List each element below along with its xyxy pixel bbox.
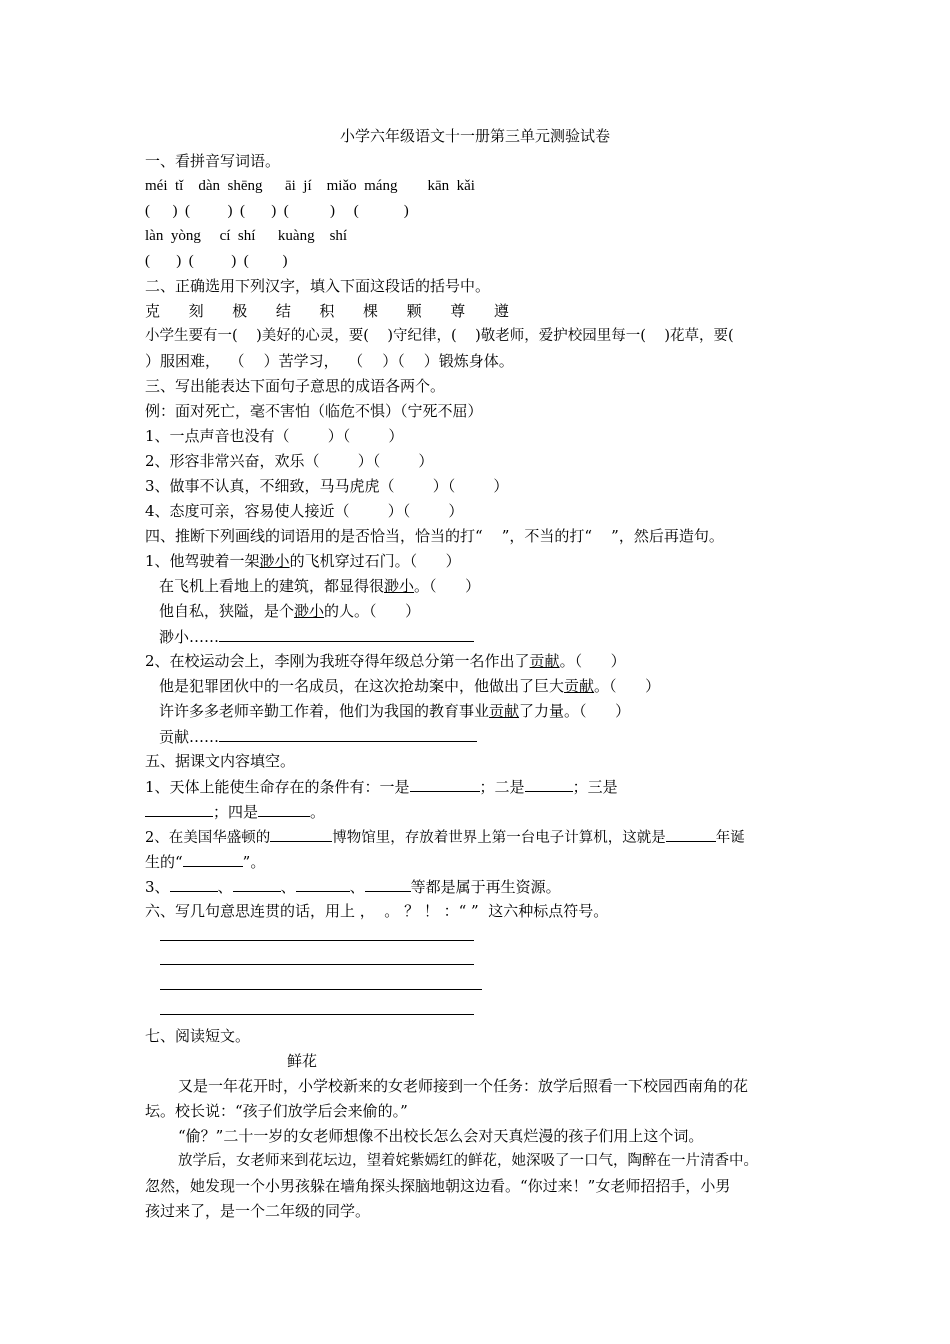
judge-sentence-2a: 2、在校运动会上，李刚为我班夺得年级总分第一名作出了贡献。（ ） [145, 652, 626, 670]
answer-line[interactable] [219, 726, 477, 742]
idiom-question-3: 3、做事不认真，不细致，马马虎虎（ ）（ ） [145, 477, 509, 495]
answer-blank[interactable] [525, 776, 573, 792]
section-4-heading: 四、推断下列画线的词语用的是否恰当，恰当的打“ ”，不当的打“ ”，然后再造句。 [145, 527, 724, 545]
judge-sentence-2b: 他是犯罪团伙中的一名成员，在这次抢劫案中，他做出了巨大贡献。（ ） [159, 677, 661, 695]
character-choices: 克 刻 极 结 积 棵 颗 尊 遵 [145, 302, 509, 320]
fill-paragraph-line-2: ）服困难， （ ）苦学习， （ ）（ ）锻炼身体。 [145, 352, 514, 370]
answer-blank[interactable] [233, 876, 281, 892]
answer-blank[interactable] [296, 876, 350, 892]
story-paragraph-3-line-2: 忽然，她发现一个小男孩躲在墙角探头探脑地朝这边看。“你过来！”女老师招招手，小男 [145, 1177, 731, 1195]
answer-blank[interactable] [270, 826, 332, 842]
story-paragraph-3-line-1: 放学后，女老师来到花坛边，望着姹紫嫣红的鲜花，她深吸了一口气，陶醉在一片清香中。 [178, 1153, 758, 1169]
answer-blank[interactable] [410, 776, 480, 792]
answer-blank[interactable] [258, 801, 310, 817]
section-5-heading: 五、据课文内容填空。 [145, 752, 296, 770]
answer-blank[interactable] [170, 876, 218, 892]
section-3-heading: 三、写出能表达下面句子意思的成语各两个。 [145, 377, 446, 395]
underlined-word: 贡献 [529, 652, 560, 670]
story-paragraph-3-line-3: 孩过来了，是一个二年级的同学。 [145, 1202, 371, 1220]
judge-sentence-1b: 在飞机上看地上的建筑，都显得很渺小。（ ） [159, 577, 481, 595]
fill-question-2-line-2: 生的“ ”。 [145, 853, 266, 871]
story-title: 鲜花 [287, 1052, 318, 1070]
page-title: 小学六年级语文十一册第三单元测验试卷 [339, 127, 610, 145]
section-1-heading: 一、看拼音写词语。 [145, 152, 281, 170]
idiom-question-4: 4、态度可亲，容易使人接近（ ）（ ） [145, 502, 464, 520]
answer-blank[interactable] [183, 851, 243, 867]
idiom-question-1: 1、一点声音也没有（ ）（ ） [145, 427, 404, 445]
fill-question-1-line-1: 1、天体上能使生命存在的条件有：一是 ；二是 ；三是 [145, 778, 618, 796]
underlined-word: 渺小 [294, 602, 325, 620]
answer-line[interactable] [219, 626, 474, 642]
pinyin-row-1: méi tǐ dàn shēng āi jí miǎo máng kān kǎi [145, 178, 475, 194]
underlined-word: 渺小 [384, 577, 415, 595]
fill-paragraph-line-1: 小学生要有一( )美好的心灵，要( )守纪律，( )敬老师，爱护校园里每一( )花草，要( [145, 328, 734, 344]
story-paragraph-1-line-1: 又是一年花开时，小学校新来的女老师接到一个任务：放学后照看一下校园西南角的花 [178, 1077, 749, 1095]
writing-line[interactable] [160, 964, 474, 965]
answer-brackets-row-2: ( ) ( ) ( ) [145, 253, 288, 269]
fill-question-3: 3、 、 、 、 等都是属于再生资源。 [145, 878, 561, 896]
section-7-heading: 七、阅读短文。 [145, 1027, 251, 1045]
answer-blank[interactable] [365, 876, 411, 892]
make-sentence-2: 贡献…… [159, 726, 477, 747]
underlined-word: 渺小 [259, 552, 290, 570]
make-sentence-1: 渺小…… [159, 626, 474, 647]
writing-line[interactable] [160, 940, 474, 941]
pinyin-row-2: làn yòng cí shí kuàng shí [145, 228, 348, 244]
section-6-heading: 六、写几句意思连贯的话，用上 ， 。 ？ ！ ：“ ” 这六种标点符号。 [145, 902, 609, 920]
idiom-example: 例：面对死亡，毫不害怕（临危不惧）（宁死不屈） [145, 402, 483, 420]
judge-sentence-1a: 1、他驾驶着一架渺小的飞机穿过石门。（ ） [145, 552, 461, 570]
story-paragraph-2: “偷？”二十一岁的女老师想像不出校长怎么会对天真烂漫的孩子们用上这个词。 [178, 1127, 704, 1145]
judge-sentence-1c: 他自私，狭隘，是个渺小的人。（ ） [159, 602, 421, 620]
writing-line[interactable] [160, 1014, 474, 1015]
idiom-question-2: 2、形容非常兴奋，欢乐（ ）（ ） [145, 452, 434, 470]
answer-blank[interactable] [666, 826, 716, 842]
judge-sentence-2c: 许许多多老师辛勤工作着，他们为我国的教育事业贡献了力量。（ ） [159, 702, 631, 720]
story-paragraph-1-line-2: 坛。校长说：“孩子们放学后会来偷的。” [145, 1102, 408, 1120]
fill-question-1-line-2: ；四是 。 [145, 801, 325, 822]
underlined-word: 贡献 [564, 677, 595, 695]
writing-line[interactable] [160, 989, 482, 990]
fill-question-2-line-1: 2、在美国华盛顿的 博物馆里，存放着世界上第一台电子计算机，这就是 年诞 [145, 826, 745, 848]
underlined-word: 贡献 [489, 702, 520, 720]
section-2-heading: 二、正确选用下列汉字，填入下面这段话的括号中。 [145, 277, 491, 295]
answer-brackets-row-1: ( ) ( ) ( ) ( ) ( ) [145, 203, 409, 219]
answer-blank[interactable] [145, 801, 213, 817]
